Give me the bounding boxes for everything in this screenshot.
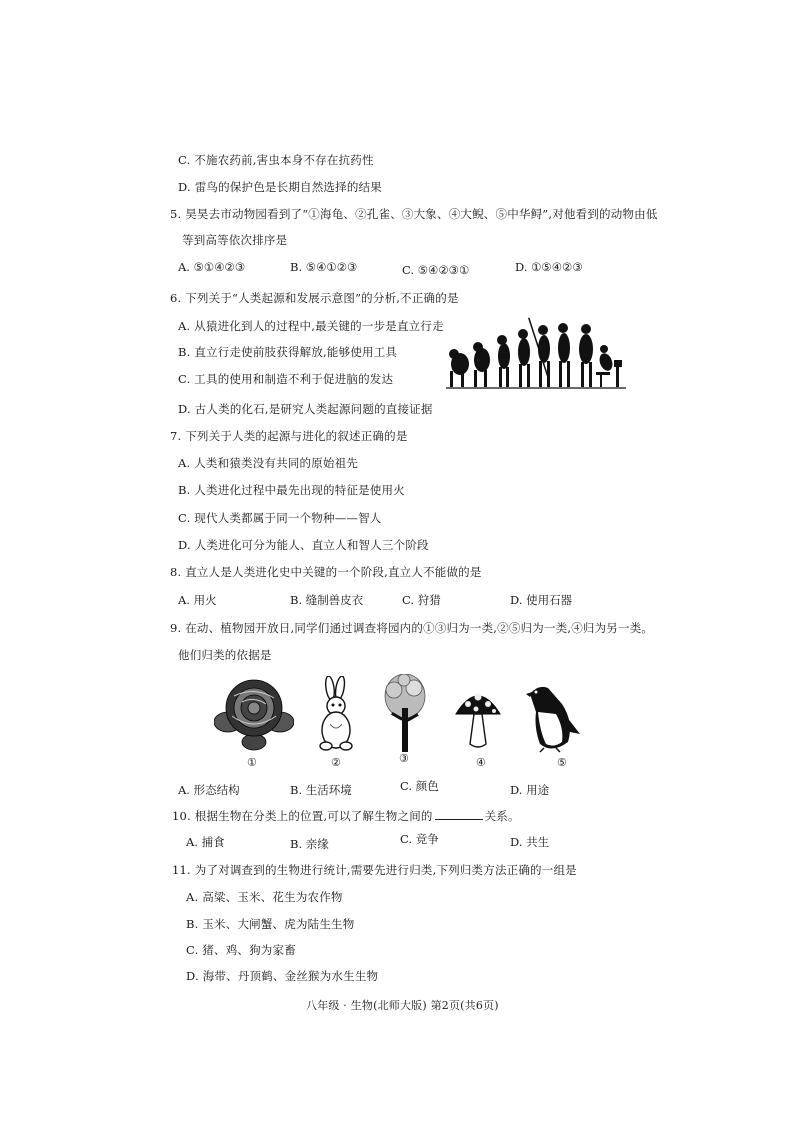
q7-stem: 7. 下列关于人类的起源与进化的叙述正确的是 (170, 429, 408, 443)
q6-option-c: C. 工具的使用和制造不利于促进脑的发达 (178, 372, 394, 386)
q9-option-d: D. 用途 (510, 783, 550, 797)
rabbit-image (314, 676, 358, 752)
mushroom-image (454, 684, 502, 752)
q9-stem-line1: 9. 在动、植物园开放日,同学们通过调查将园内的①③归为一类,②⑤归为一类,④归为另一类。 (170, 621, 654, 635)
q8-option-b: B. 缝制兽皮衣 (290, 593, 364, 607)
q9-label-5: ⑤ (557, 756, 567, 769)
tree-image (382, 674, 428, 752)
q5-option-a: A. ⑤①④②③ (178, 260, 246, 274)
q11-stem: 11. 为了对调查到的生物进行统计,需要先进行归类,下列归类方法正确的一组是 (172, 863, 577, 877)
q6-stem: 6. 下列关于“人类起源和发展示意图”的分析,不正确的是 (170, 291, 459, 305)
human-evolution-figure (446, 316, 626, 390)
q11-option-d: D. 海带、丹顶鹤、金丝猴为水生生物 (186, 969, 379, 983)
q9-label-3: ③ (399, 752, 409, 765)
q9-option-a: A. 形态结构 (178, 783, 240, 797)
q5-option-c: C. ⑤④②③① (402, 263, 470, 277)
q6-option-b: B. 直立行走使前肢获得解放,能够使用工具 (178, 345, 398, 359)
q11-option-c: C. 猪、鸡、狗为家畜 (186, 943, 296, 957)
q7-option-c: C. 现代人类都属于同一个物种——智人 (178, 511, 382, 525)
q6-option-d: D. 古人类的化石,是研究人类起源问题的直接证据 (178, 402, 433, 416)
rose-image (214, 676, 294, 752)
q10-option-d: D. 共生 (510, 835, 550, 849)
q5-stem-line2: 等到高等依次排序是 (182, 233, 288, 247)
q10-answer-blank (435, 819, 483, 820)
q9-option-c: C. 颜色 (400, 779, 439, 793)
q9-label-2: ② (331, 756, 341, 769)
q5-option-b: B. ⑤④①②③ (290, 260, 358, 274)
q10-stem-start: 10. 根据生物在分类上的位置,可以了解生物之间的 (172, 809, 433, 823)
q5-option-d: D. ①⑤④②③ (515, 260, 583, 274)
q9-label-1: ① (247, 756, 257, 769)
page-footer: 八年级 · 生物(北师大版) 第2页(共6页) (306, 999, 499, 1012)
q7-option-d: D. 人类进化可分为能人、直立人和智人三个阶段 (178, 538, 429, 552)
q9-label-4: ④ (476, 756, 486, 769)
q7-option-b: B. 人类进化过程中最先出现的特征是使用火 (178, 483, 405, 497)
q10-stem (172, 808, 520, 824)
q11-option-b: B. 玉米、大闸蟹、虎为陆生生物 (186, 917, 355, 931)
q8-stem: 8. 直立人是人类进化史中关键的一个阶段,直立人不能做的是 (170, 565, 482, 579)
q8-option-d: D. 使用石器 (510, 593, 573, 607)
q10-option-b: B. 亲缘 (290, 837, 329, 851)
q4-option-d: D. 雷鸟的保护色是长期自然选择的结果 (178, 180, 382, 194)
q9-stem-line2: 他们归类的依据是 (178, 648, 272, 662)
q7-option-a: A. 人类和猿类没有共同的原始祖先 (178, 456, 359, 470)
penguin-image (522, 682, 582, 754)
q4-option-c: C. 不施农药前,害虫本身不存在抗药性 (178, 153, 374, 167)
q10-stem-end: 关系。 (484, 809, 520, 823)
q8-option-c: C. 狩猎 (402, 593, 441, 607)
q11-option-a: A. 高粱、玉米、花生为农作物 (186, 890, 343, 904)
q6-option-a: A. 从猿进化到人的过程中,最关键的一步是直立行走 (178, 319, 444, 333)
q5-stem-line1: 5. 昊昊去市动物园看到了“①海龟、②孔雀、③大象、④大鲵、⑤中华鲟”,对他看到的动物由低 (170, 207, 658, 221)
q8-option-a: A. 用火 (178, 593, 217, 607)
q9-option-b: B. 生活环境 (290, 783, 352, 797)
q10-option-a: A. 捕食 (186, 835, 225, 849)
q10-option-c: C. 竞争 (400, 832, 439, 846)
